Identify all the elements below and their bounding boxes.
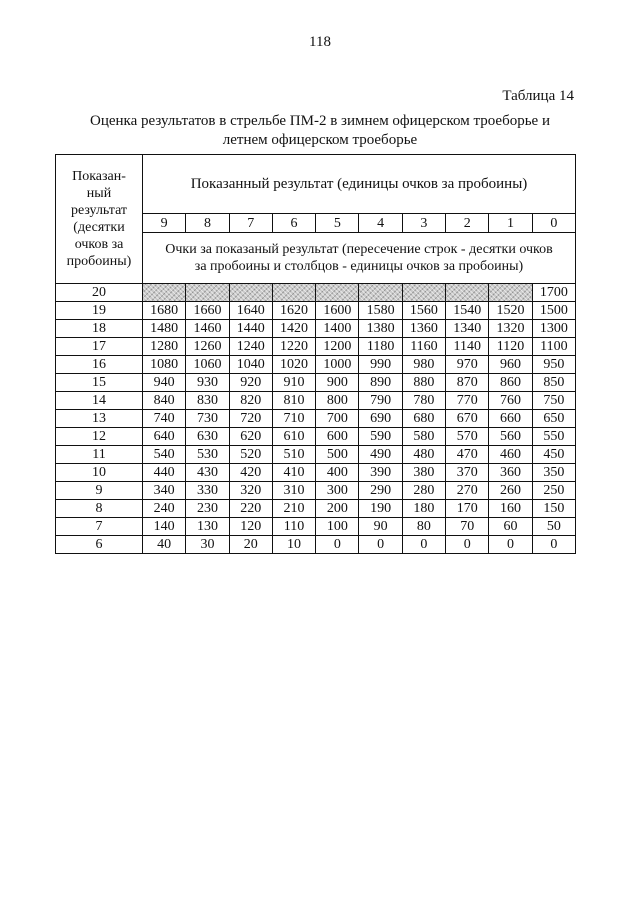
score-cell: 770 xyxy=(446,392,489,410)
score-cell: 760 xyxy=(489,392,532,410)
score-cell: 620 xyxy=(229,428,272,446)
unit-header-cell: 8 xyxy=(186,214,229,232)
tens-cell: 8 xyxy=(56,500,143,518)
score-cell: 740 xyxy=(143,410,186,428)
row-header-line: (десятки xyxy=(73,220,125,235)
table-row xyxy=(56,320,576,338)
score-cell: 610 xyxy=(272,428,315,446)
row-header-line: пробоины) xyxy=(66,254,132,269)
score-cell: 1100 xyxy=(532,338,575,356)
table-row xyxy=(56,284,576,302)
score-cell: 170 xyxy=(446,500,489,518)
score-cell: 1540 xyxy=(446,302,489,320)
table-row xyxy=(56,356,576,374)
score-cell: 1560 xyxy=(402,302,445,320)
score-cell: 410 xyxy=(272,464,315,482)
score-cell: 300 xyxy=(316,482,359,500)
score-cell: 350 xyxy=(532,464,575,482)
score-cell: 1260 xyxy=(186,338,229,356)
score-cell: 180 xyxy=(402,500,445,518)
page-number: 118 xyxy=(309,34,331,50)
score-cell: 470 xyxy=(446,446,489,464)
unit-header-cell: 0 xyxy=(532,214,575,232)
shaded-cell xyxy=(143,284,186,302)
shaded-cell xyxy=(402,284,445,302)
score-cell: 920 xyxy=(229,374,272,392)
tens-cell: 9 xyxy=(56,482,143,500)
score-cell: 580 xyxy=(402,428,445,446)
score-cell: 1480 xyxy=(143,320,186,338)
score-cell: 590 xyxy=(359,428,402,446)
caption-line-2: летнем офицерском троеборье xyxy=(222,132,418,148)
score-cell: 130 xyxy=(186,518,229,536)
unit-header-cell: 2 xyxy=(446,214,489,232)
score-cell: 1320 xyxy=(489,320,532,338)
table-row xyxy=(56,518,576,536)
row-header-line: очков за xyxy=(74,237,124,252)
score-cell: 990 xyxy=(359,356,402,374)
score-cell: 640 xyxy=(143,428,186,446)
table-row xyxy=(56,410,576,428)
score-cell: 490 xyxy=(359,446,402,464)
tens-cell: 14 xyxy=(56,392,143,410)
row-header-line: Показан- xyxy=(72,169,126,184)
score-cell: 720 xyxy=(229,410,272,428)
score-cell: 660 xyxy=(489,410,532,428)
score-cell: 1620 xyxy=(272,302,315,320)
score-cell: 480 xyxy=(402,446,445,464)
table-row xyxy=(56,446,576,464)
score-cell: 710 xyxy=(272,410,315,428)
score-cell: 650 xyxy=(532,410,575,428)
shaded-cell xyxy=(359,284,402,302)
score-cell: 1160 xyxy=(402,338,445,356)
shaded-cell xyxy=(489,284,532,302)
score-cell: 1280 xyxy=(143,338,186,356)
score-cell: 1360 xyxy=(402,320,445,338)
tens-cell: 6 xyxy=(56,536,143,554)
header-row xyxy=(56,155,576,214)
unit-header-cell: 9 xyxy=(143,214,186,232)
tens-cell: 17 xyxy=(56,338,143,356)
score-cell: 1060 xyxy=(186,356,229,374)
score-cell: 60 xyxy=(489,518,532,536)
tens-cell: 19 xyxy=(56,302,143,320)
column-title: Показанный результат (единицы очков за пробоины) xyxy=(143,155,576,214)
unit-header-cell: 6 xyxy=(272,214,315,232)
score-cell: 810 xyxy=(272,392,315,410)
table-row xyxy=(56,338,576,356)
score-cell: 530 xyxy=(186,446,229,464)
table-row xyxy=(56,374,576,392)
tens-cell: 15 xyxy=(56,374,143,392)
score-cell: 260 xyxy=(489,482,532,500)
score-cell: 500 xyxy=(316,446,359,464)
score-cell: 360 xyxy=(489,464,532,482)
shaded-cell xyxy=(316,284,359,302)
tens-cell: 7 xyxy=(56,518,143,536)
table-row xyxy=(56,428,576,446)
shaded-cell xyxy=(446,284,489,302)
score-cell: 420 xyxy=(229,464,272,482)
tens-cell: 13 xyxy=(56,410,143,428)
table-row xyxy=(56,464,576,482)
unit-header-cell: 4 xyxy=(359,214,402,232)
table-row xyxy=(56,482,576,500)
row-header-line: результат xyxy=(70,203,128,218)
score-cell: 1460 xyxy=(186,320,229,338)
score-cell: 560 xyxy=(489,428,532,446)
score-cell: 960 xyxy=(489,356,532,374)
score-cell: 100 xyxy=(316,518,359,536)
score-cell: 10 xyxy=(272,536,315,554)
score-cell: 700 xyxy=(316,410,359,428)
score-cell: 1500 xyxy=(532,302,575,320)
score-cell: 550 xyxy=(532,428,575,446)
score-cell: 870 xyxy=(446,374,489,392)
score-cell: 1300 xyxy=(532,320,575,338)
score-cell: 220 xyxy=(229,500,272,518)
score-cell: 430 xyxy=(186,464,229,482)
score-cell: 950 xyxy=(532,356,575,374)
unit-header-cell: 7 xyxy=(229,214,272,232)
tens-cell: 10 xyxy=(56,464,143,482)
score-cell: 210 xyxy=(272,500,315,518)
score-cell: 1680 xyxy=(143,302,186,320)
score-cell: 890 xyxy=(359,374,402,392)
score-cell: 730 xyxy=(186,410,229,428)
table-caption xyxy=(60,112,580,150)
score-cell: 1040 xyxy=(229,356,272,374)
score-cell: 380 xyxy=(402,464,445,482)
score-cell: 930 xyxy=(186,374,229,392)
score-cell: 460 xyxy=(489,446,532,464)
score-cell: 160 xyxy=(489,500,532,518)
description-line-2: за пробоины и столбцов - единицы очков за пробоины) xyxy=(194,258,524,274)
score-cell: 680 xyxy=(402,410,445,428)
score-cell: 690 xyxy=(359,410,402,428)
score-cell: 1640 xyxy=(229,302,272,320)
score-cell: 800 xyxy=(316,392,359,410)
score-cell: 400 xyxy=(316,464,359,482)
score-cell: 240 xyxy=(143,500,186,518)
score-cell: 540 xyxy=(143,446,186,464)
score-cell: 80 xyxy=(402,518,445,536)
score-cell: 750 xyxy=(532,392,575,410)
table-row xyxy=(56,392,576,410)
score-cell: 1520 xyxy=(489,302,532,320)
score-cell: 510 xyxy=(272,446,315,464)
score-cell: 1420 xyxy=(272,320,315,338)
score-cell: 40 xyxy=(143,536,186,554)
score-cell: 120 xyxy=(229,518,272,536)
score-cell: 30 xyxy=(186,536,229,554)
score-cell: 340 xyxy=(143,482,186,500)
score-cell: 900 xyxy=(316,374,359,392)
score-cell: 370 xyxy=(446,464,489,482)
score-cell: 780 xyxy=(402,392,445,410)
score-cell: 910 xyxy=(272,374,315,392)
score-cell: 600 xyxy=(316,428,359,446)
score-cell: 1120 xyxy=(489,338,532,356)
score-cell: 820 xyxy=(229,392,272,410)
score-cell: 0 xyxy=(446,536,489,554)
score-cell: 0 xyxy=(532,536,575,554)
score-cell: 630 xyxy=(186,428,229,446)
score-cell: 520 xyxy=(229,446,272,464)
tens-cell: 12 xyxy=(56,428,143,446)
score-cell: 150 xyxy=(532,500,575,518)
score-cell: 330 xyxy=(186,482,229,500)
table-row xyxy=(56,302,576,320)
tens-cell: 18 xyxy=(56,320,143,338)
score-cell: 1240 xyxy=(229,338,272,356)
score-cell: 970 xyxy=(446,356,489,374)
score-cell: 250 xyxy=(532,482,575,500)
scores-table-body xyxy=(56,155,576,554)
shaded-cell xyxy=(229,284,272,302)
score-cell: 840 xyxy=(143,392,186,410)
tens-cell: 16 xyxy=(56,356,143,374)
scores-table xyxy=(55,154,576,554)
score-cell: 850 xyxy=(532,374,575,392)
score-cell: 450 xyxy=(532,446,575,464)
score-cell: 1380 xyxy=(359,320,402,338)
score-cell: 1180 xyxy=(359,338,402,356)
score-cell: 280 xyxy=(402,482,445,500)
unit-header-cell: 3 xyxy=(402,214,445,232)
score-cell: 830 xyxy=(186,392,229,410)
row-header-line: ный xyxy=(86,186,112,201)
shaded-cell xyxy=(186,284,229,302)
score-cell: 1440 xyxy=(229,320,272,338)
row-header-cell xyxy=(56,155,143,284)
score-cell: 860 xyxy=(489,374,532,392)
score-cell: 440 xyxy=(143,464,186,482)
caption-line-1: Оценка результатов в стрельбе ПМ-2 в зимнем офицерском троеборье и xyxy=(90,113,550,129)
score-cell: 230 xyxy=(186,500,229,518)
score-cell: 1020 xyxy=(272,356,315,374)
score-cell: 0 xyxy=(359,536,402,554)
shaded-cell xyxy=(272,284,315,302)
score-cell: 1340 xyxy=(446,320,489,338)
score-cell: 310 xyxy=(272,482,315,500)
description-cell xyxy=(143,232,576,283)
score-cell: 1000 xyxy=(316,356,359,374)
score-cell: 1400 xyxy=(316,320,359,338)
score-cell: 670 xyxy=(446,410,489,428)
score-cell: 1600 xyxy=(316,302,359,320)
unit-header-cell: 1 xyxy=(489,214,532,232)
table-row xyxy=(56,536,576,554)
score-cell: 1200 xyxy=(316,338,359,356)
score-cell: 570 xyxy=(446,428,489,446)
unit-header-cell: 5 xyxy=(316,214,359,232)
table-label: Таблица 14 xyxy=(502,88,574,104)
description-line-1: Очки за показаный результат (пересечение строк - десятки очков xyxy=(165,241,553,257)
score-cell: 140 xyxy=(143,518,186,536)
score-cell: 110 xyxy=(272,518,315,536)
score-cell: 320 xyxy=(229,482,272,500)
score-cell: 980 xyxy=(402,356,445,374)
score-cell: 50 xyxy=(532,518,575,536)
table-row xyxy=(56,500,576,518)
score-cell: 200 xyxy=(316,500,359,518)
score-cell: 1700 xyxy=(532,284,575,302)
score-cell: 1140 xyxy=(446,338,489,356)
score-cell: 0 xyxy=(489,536,532,554)
score-cell: 290 xyxy=(359,482,402,500)
score-cell: 70 xyxy=(446,518,489,536)
score-cell: 270 xyxy=(446,482,489,500)
tens-cell: 11 xyxy=(56,446,143,464)
score-cell: 390 xyxy=(359,464,402,482)
score-cell: 90 xyxy=(359,518,402,536)
tens-cell: 20 xyxy=(56,284,143,302)
score-cell: 790 xyxy=(359,392,402,410)
score-cell: 1660 xyxy=(186,302,229,320)
score-cell: 1580 xyxy=(359,302,402,320)
score-cell: 20 xyxy=(229,536,272,554)
score-cell: 940 xyxy=(143,374,186,392)
score-cell: 0 xyxy=(316,536,359,554)
score-cell: 880 xyxy=(402,374,445,392)
score-cell: 190 xyxy=(359,500,402,518)
score-cell: 1080 xyxy=(143,356,186,374)
score-cell: 0 xyxy=(402,536,445,554)
score-cell: 1220 xyxy=(272,338,315,356)
